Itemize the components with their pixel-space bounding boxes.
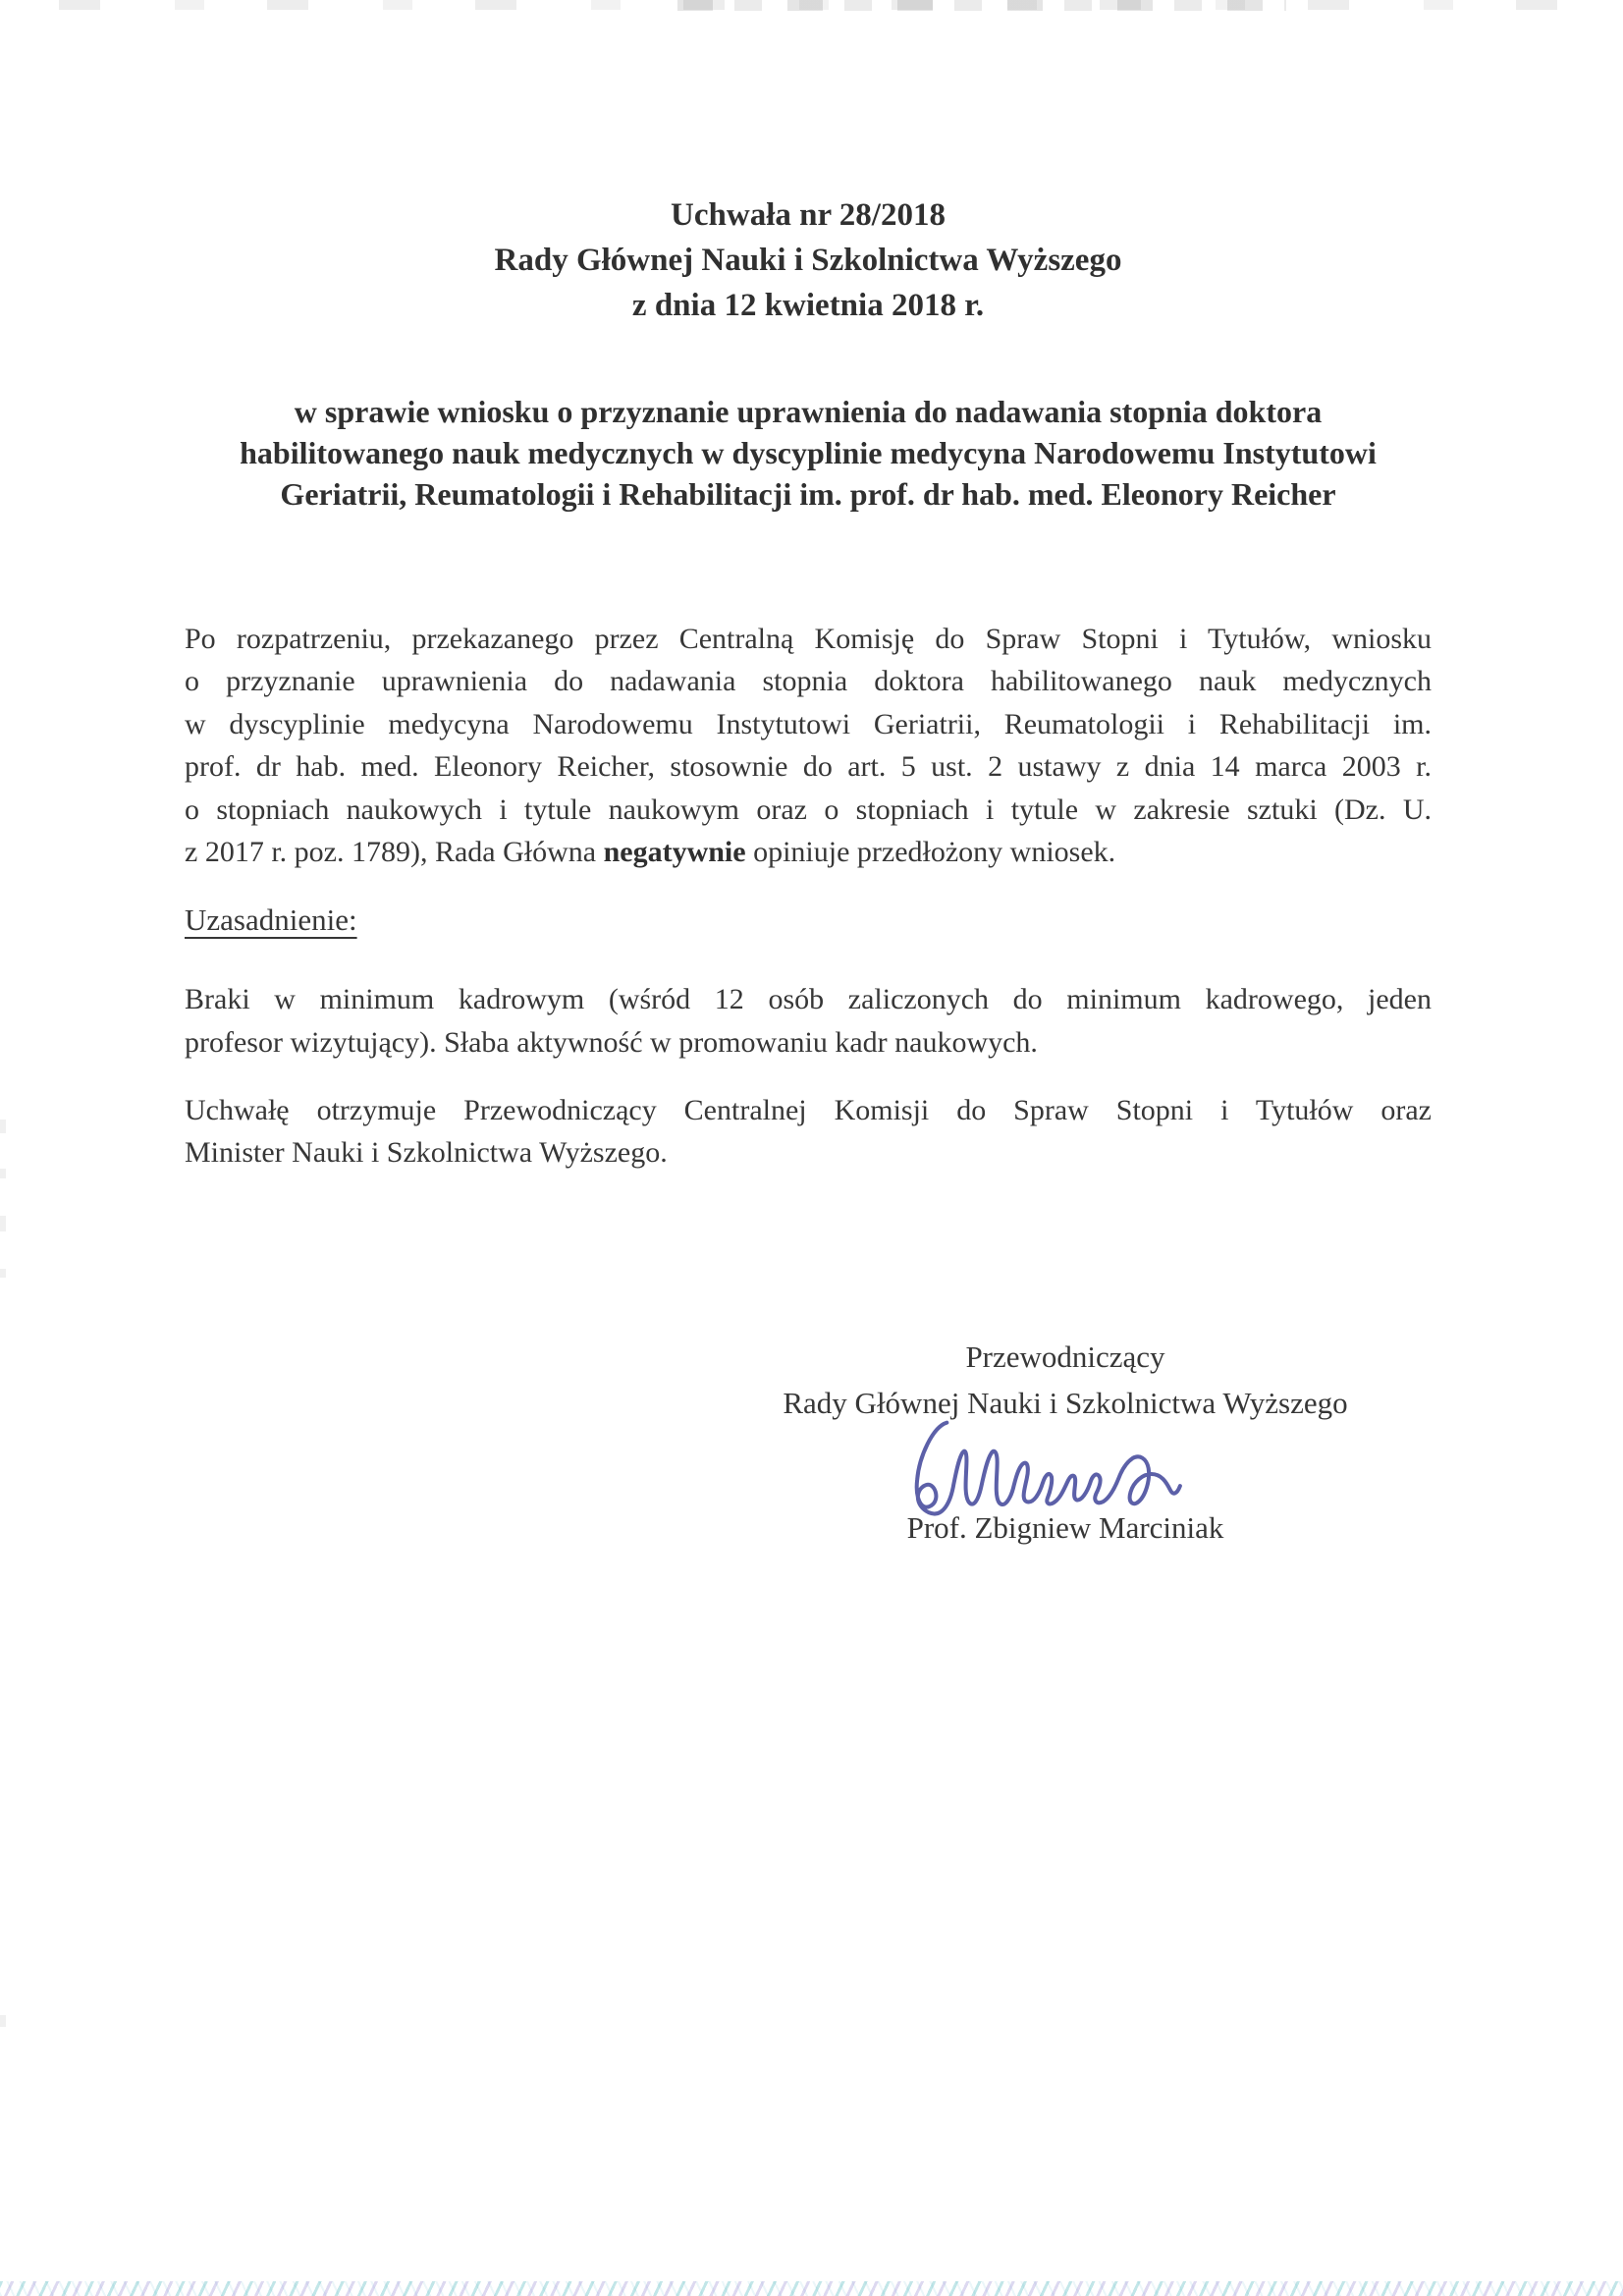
scan-artifact-left-tick [0, 1169, 6, 1178]
paragraph-justification [185, 978, 1432, 1065]
scan-artifact-left-tick [0, 1269, 6, 1278]
resolution-number: Uchwała nr 28/2018 [671, 197, 946, 233]
justification-heading: Uzasadnienie: [185, 902, 357, 937]
decision-line-3: w dyscyplinie medycyna Narodowemu Instytutowi Geriatrii, Reumatologii i Rehabilitacji im. [185, 707, 1432, 740]
subject-line-2: habilitowanego nauk medycznych w dyscyplinie medycyna Narodowemu Instytutowi [240, 435, 1377, 470]
resolution-issuer: Rady Głównej Nauki i Szkolnictwa Wyższego [494, 243, 1122, 278]
paragraph-distribution [185, 1089, 1432, 1174]
distribution-line-2: Minister Nauki i Szkolnictwa Wyższego. [185, 1136, 668, 1169]
verdict-word: negatywnie [603, 836, 746, 869]
resolution-date: z dnia 12 kwietnia 2018 r. [631, 288, 985, 323]
subject-line-3: Geriatrii, Reumatologii i Rehabilitacji im. prof. dr hab. med. Eleonory Reicher [280, 476, 1336, 512]
decision-line-1: Po rozpatrzeniu, przekazanego przez Centralną Komisję do Spraw Stopni i Tytułów, wniosku [185, 623, 1432, 655]
distribution-line-1: Uchwałę otrzymuje Przewodniczący Centralnej Komisji do Spraw Stopni i Tytułów oraz [185, 1094, 1432, 1126]
decision-line-4: prof. dr hab. med. Eleonory Reicher, stosownie do art. 5 ust. 2 ustawy z dnia 14 marca 2003 r. [185, 750, 1432, 784]
scan-artifact-left-tick [0, 2015, 6, 2027]
decision-text-after-verdict: opiniuje przedłożony wniosek. [745, 836, 1116, 869]
justification-line-2: profesor wizytujący). Słaba aktywność w promowaniu kadr naukowych. [185, 1026, 1038, 1059]
scan-artifact-bottom-edge [0, 2281, 1623, 2296]
scan-artifact-left-tick [0, 1120, 6, 1133]
signature-stroke [917, 1423, 1180, 1514]
subject-line-1: w sprawie wniosku o przyznanie uprawnienia do nadawania stopnia doktora [294, 394, 1323, 429]
signatory-role: Przewodniczący [965, 1339, 1165, 1374]
decision-line-5: o stopniach naukowych i tytule naukowym oraz o stopniach i tytule w zakresie sztuki (Dz. U. [185, 793, 1432, 826]
resolution-title-block [185, 192, 1432, 328]
scan-artifact-top-edge-dark [677, 0, 1286, 11]
decision-text-before-verdict: z 2017 r. poz. 1789), Rada Główna [185, 836, 604, 869]
scan-artifact-left-tick [0, 1216, 6, 1231]
decision-line-6 [185, 831, 1432, 873]
paragraph-decision [185, 618, 1432, 873]
justification-line-1: Braki w minimum kadrowym (wśród 12 osób zaliczonych do minimum kadrowego, jeden [185, 983, 1432, 1015]
decision-line-2: o przyznanie uprawnienia do nadawania stopnia doktora habilitowanego nauk medycznych [185, 665, 1432, 698]
resolution-subject [185, 391, 1432, 515]
signatory-organization: Rady Głównej Nauki i Szkolnictwa Wyższego [783, 1386, 1348, 1420]
signatory-name: Prof. Zbigniew Marciniak [906, 1510, 1224, 1545]
